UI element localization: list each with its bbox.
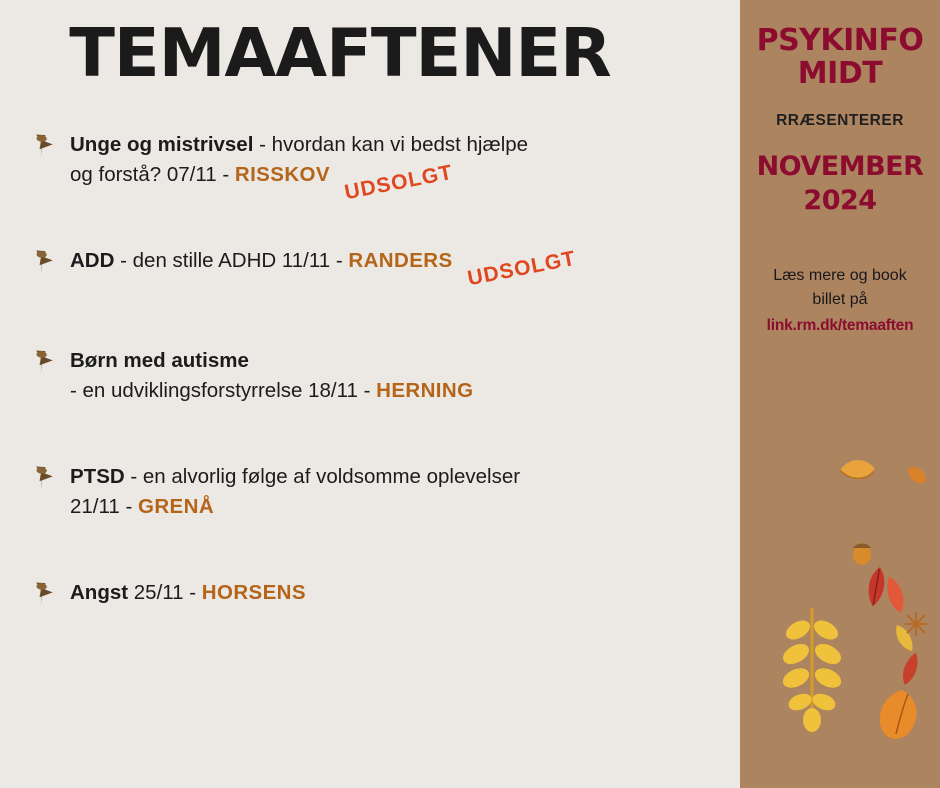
- event-desc: - hvordan kan vi bedst hjælpe: [253, 133, 529, 156]
- event-desc: 25/11 -: [128, 581, 202, 604]
- event-city: RANDERS: [348, 249, 453, 272]
- event-line2: [70, 376, 740, 406]
- event-title: PTSD: [70, 465, 125, 488]
- page-title: TEMAAFTENER: [69, 14, 611, 92]
- leaf-icon: [780, 608, 845, 732]
- brand-line-1: PSYKINFO: [756, 23, 924, 58]
- leaf-icon: [904, 464, 930, 486]
- event-date: 21/11 -: [70, 495, 138, 518]
- leaf-icon: [839, 456, 877, 483]
- event-text: [70, 462, 740, 522]
- pushpin-icon: [28, 130, 58, 160]
- event-title: Angst: [70, 581, 129, 604]
- status-badge: UDSOLGT: [465, 246, 578, 291]
- year-label: 2024: [803, 184, 877, 216]
- event-date: - en udviklingsforstyrrelse 18/11 -: [70, 379, 377, 402]
- list-item[interactable]: [28, 346, 740, 406]
- event-desc: - den stille ADHD 11/11 -: [114, 249, 349, 272]
- list-item[interactable]: [28, 462, 740, 522]
- pushpin-icon: [28, 578, 58, 608]
- pushpin-icon: [28, 246, 58, 276]
- event-text: [70, 578, 740, 608]
- event-text: [70, 346, 740, 406]
- pushpin-icon: [28, 346, 58, 376]
- event-title: Unge og mistrivsel: [70, 133, 254, 156]
- event-date: og forstå? 07/11 -: [70, 163, 235, 186]
- event-title: ADD: [70, 249, 115, 272]
- event-desc: - en alvorlig følge af voldsomme oplevelser: [124, 465, 521, 488]
- leaf-icon: [900, 651, 921, 687]
- booking-link[interactable]: link.rm.dk/temaaften: [766, 316, 914, 334]
- month-label: NOVEMBER: [756, 151, 924, 182]
- event-line2: [70, 492, 740, 522]
- event-text: [70, 130, 740, 205]
- presents-label: RRÆSENTERER: [776, 112, 904, 129]
- acorn-icon: [853, 543, 871, 565]
- leaf-icon: [865, 566, 887, 608]
- booking-line-2: billet på: [812, 290, 868, 308]
- status-badge: UDSOLGT: [342, 160, 455, 205]
- pushpin-icon: [28, 462, 58, 492]
- event-title: Børn med autisme: [70, 349, 249, 372]
- list-item[interactable]: [28, 130, 740, 205]
- event-list: [0, 130, 740, 622]
- event-text: [70, 246, 740, 291]
- booking-info: [740, 264, 940, 337]
- date-block: [740, 150, 940, 218]
- brand-name: [740, 0, 940, 90]
- leaf-icon: [891, 622, 918, 654]
- event-line2: [70, 160, 740, 205]
- event-city: HORSENS: [201, 581, 306, 604]
- leaf-icon: [904, 612, 928, 636]
- event-city: HERNING: [376, 379, 474, 402]
- leaf-icon: [882, 574, 908, 615]
- booking-line-1: Læs mere og book: [773, 266, 907, 284]
- leaf-icon: [880, 690, 917, 739]
- brand-line-2: MIDT: [797, 56, 883, 91]
- event-city: RISSKOV: [234, 163, 330, 186]
- event-city: GRENÅ: [138, 495, 215, 518]
- list-item[interactable]: [28, 578, 740, 622]
- list-item[interactable]: [28, 246, 740, 290]
- sidebar: [740, 0, 940, 788]
